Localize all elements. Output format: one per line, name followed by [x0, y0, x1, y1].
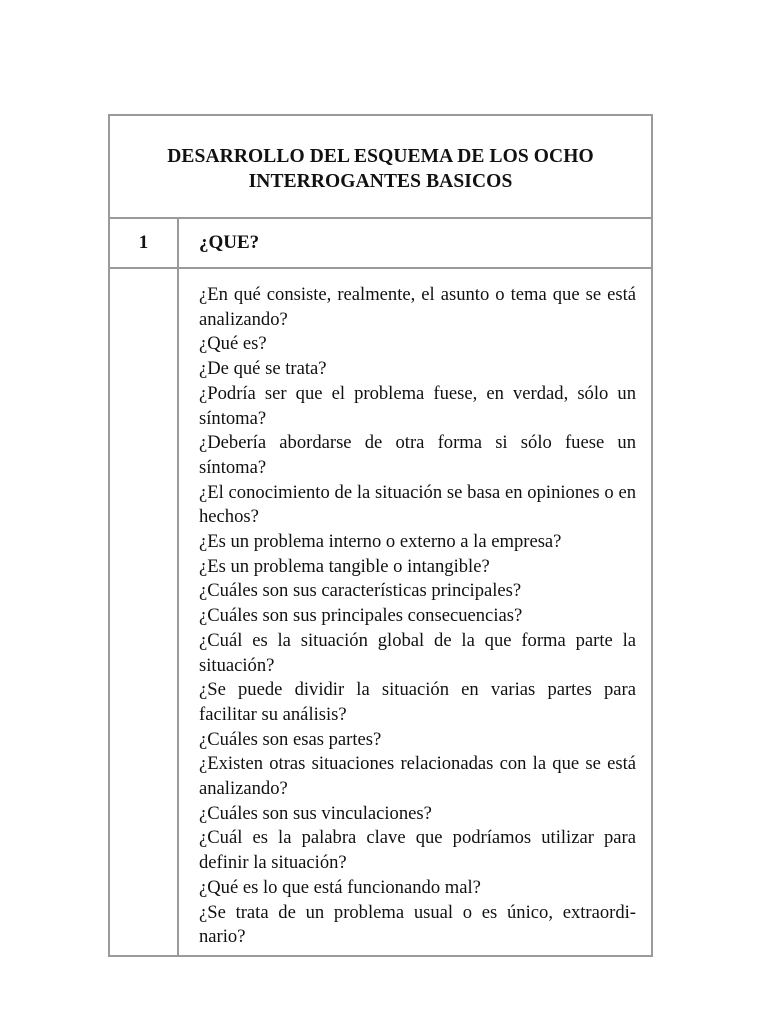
question-item: ¿Qué es? — [199, 333, 267, 355]
question-item: ¿Se puede dividir la situación en varias partes para facilitar su análisis? — [199, 679, 636, 725]
section-number: 1 — [110, 219, 179, 267]
questions-row — [110, 269, 651, 955]
question-item: ¿Es un problema tangible o intangible? — [199, 555, 490, 577]
question-item: ¿Podría ser que el problema fuese, en verdad, sólo un síntoma? — [199, 382, 636, 429]
question-item: ¿Qué es lo que está funcionando mal? — [199, 876, 481, 898]
title-cell — [110, 116, 651, 219]
question-item: ¿Existen otras situaciones relacionadas con la que se está analizando? — [199, 753, 636, 800]
section-header-row — [110, 219, 651, 269]
empty-number-cell — [110, 269, 179, 955]
question-item: ¿Cuáles son esas partes? — [199, 728, 382, 750]
question-item: ¿De qué se trata? — [199, 358, 327, 380]
document-title-line-1: DESARROLLO DEL ESQUEMA DE LOS OCHO — [167, 145, 594, 167]
question-item: ¿Debería abordarse de otra forma si sólo fuese un síntoma? — [199, 432, 636, 478]
question-item: ¿Cuáles son sus principales consecuencias? — [199, 605, 523, 627]
section-heading: ¿QUE? — [199, 232, 260, 253]
question-list — [199, 283, 636, 950]
question-item: ¿Cuál es la palabra clave que podríamos utilizar para definir la situación? — [199, 827, 636, 874]
document-title-line-2: INTERROGANTES BASICOS — [248, 170, 513, 192]
question-item: ¿Se trata de un problema usual o es único, extraordi-nario? — [199, 901, 636, 948]
document-table — [108, 114, 653, 957]
question-item: ¿Cuáles son sus vinculaciones? — [199, 802, 432, 824]
question-item: ¿Cuáles son sus características principales? — [199, 580, 522, 602]
question-item: ¿Es un problema interno o externo a la empresa? — [199, 531, 562, 553]
question-item: ¿En qué consiste, realmente, el asunto o tema que se está analizando? — [199, 284, 636, 330]
question-item: ¿El conocimiento de la situación se basa en opiniones o en hechos? — [199, 481, 636, 528]
question-item: ¿Cuál es la situación global de la que forma parte la situación? — [199, 629, 636, 676]
